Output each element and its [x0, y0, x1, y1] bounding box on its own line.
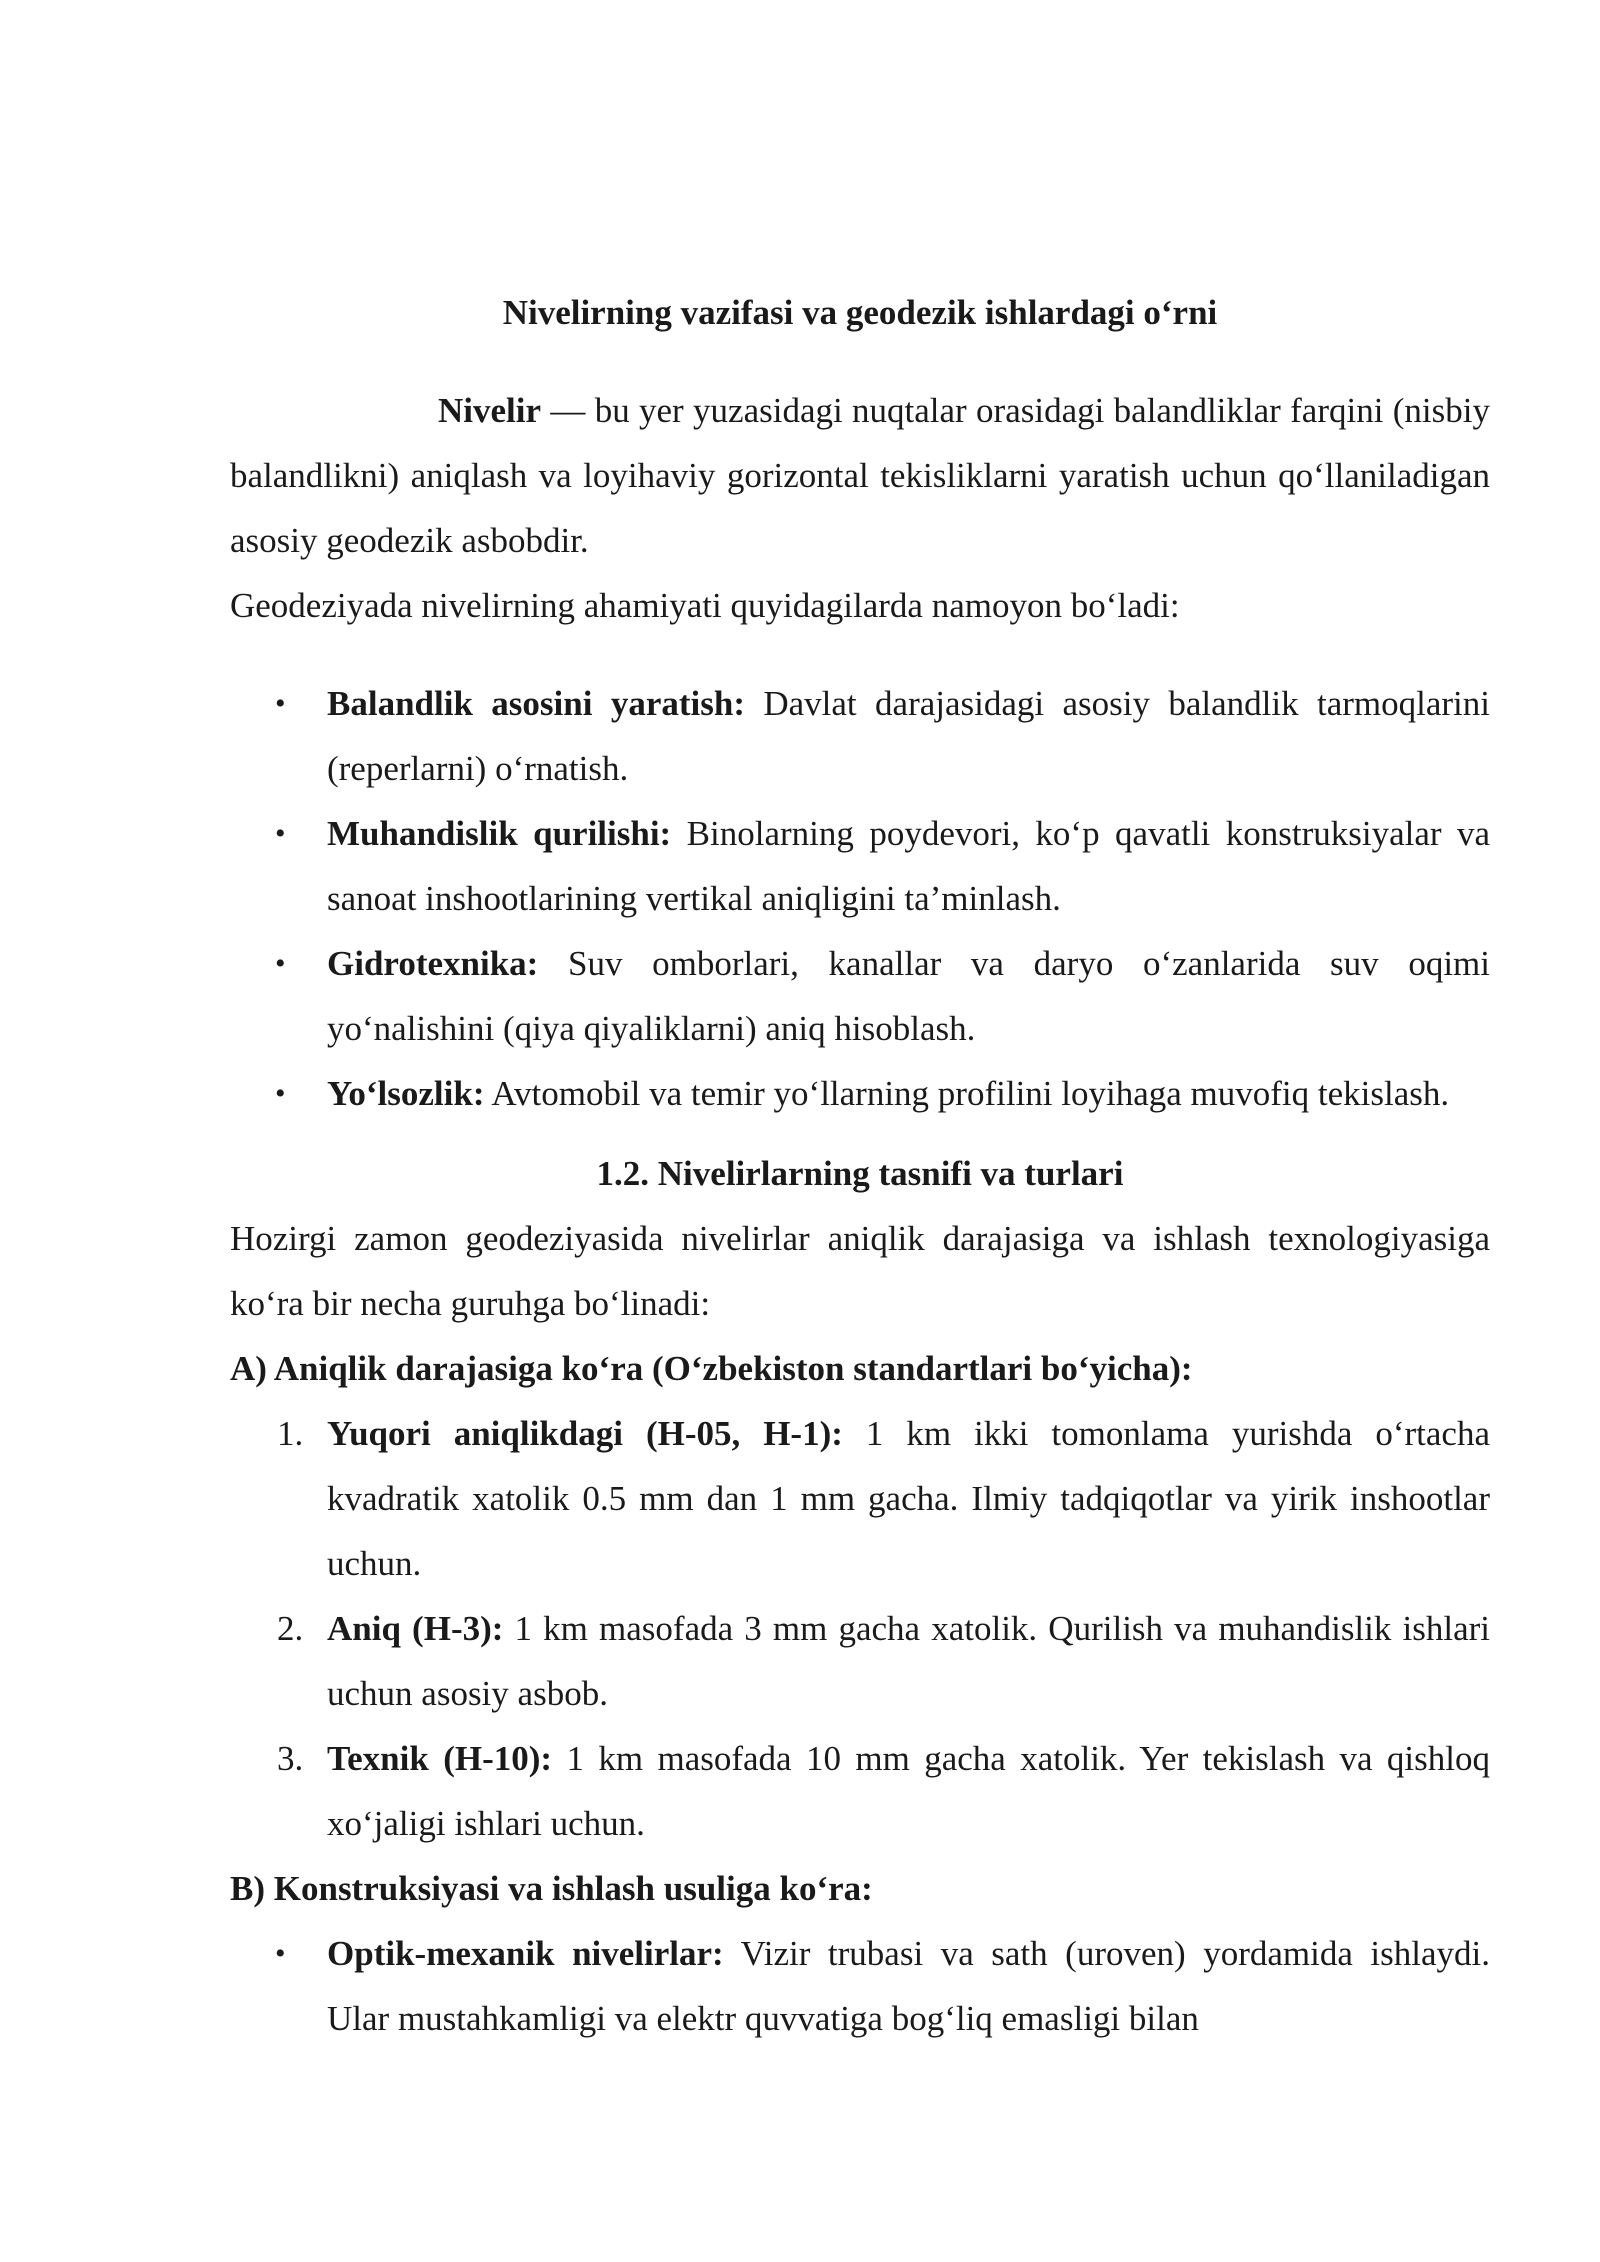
- document-title: Nivelirning vazifasi va geodezik ishlardagi o‘rni: [502, 293, 1218, 332]
- number-marker: 1.: [277, 1414, 304, 1453]
- document-page: [230, 280, 1490, 2051]
- list-item-text: Binolarning poydevori, ko‘p qavatli konstruksiyalar va sanoat inshootlarining vertikal aniqligini ta’minlash.: [327, 814, 1490, 918]
- list-item-text: Vizir trubasi va sath (uroven) yordamida ishlaydi. Ular mustahkamligi va elektr quvvatiga bog‘liq emasligi bilan: [327, 1934, 1490, 2038]
- intro-paragraph: [230, 378, 1490, 573]
- group-a-label: A) Aniqlik darajasiga ko‘ra (O‘zbekiston standartlari bo‘yicha):: [230, 1349, 1193, 1388]
- list-item-text: 1 km ikki tomonlama yurishda o‘rtacha kvadratik xatolik 0.5 mm dan 1 mm gacha. Ilmiy tadqiqotlar va yirik inshootlar uchun.: [327, 1414, 1490, 1583]
- list-item: [230, 1726, 1490, 1856]
- intro-term: Nivelir: [438, 391, 542, 430]
- list-item-label: Texnik (H-10):: [327, 1739, 553, 1778]
- accuracy-list: [230, 1401, 1490, 1856]
- list-item-label: Aniq (H-3):: [327, 1609, 504, 1648]
- bullet-marker: •: [275, 687, 286, 720]
- section-heading: 1.2. Nivelirlarning tasnifi va turlari: [596, 1154, 1124, 1193]
- bullet-marker: •: [275, 947, 286, 980]
- list-item-text: Suv omborlari, kanallar va daryo o‘zanlarida suv oqimi yo‘nalishini (qiya qiyaliklarni) aniq hisoblash.: [327, 944, 1490, 1048]
- list-item-label: Gidrotexnika:: [327, 944, 539, 983]
- intro-text: — bu yer yuzasidagi nuqtalar orasidagi balandliklar farqini (nisbiy balandlikni) aniqlash va loyihaviy gorizontal tekisliklarni yaratish uchun qo‘llaniladigan asosiy geodezik asbobdir.: [230, 391, 1490, 560]
- list-item: [230, 1061, 1490, 1126]
- list-item-label: Optik-mexanik nivelirlar:: [327, 1934, 724, 1973]
- list-item-label: Balandlik asosini yaratish:: [327, 684, 745, 723]
- bullet-marker: •: [275, 1937, 286, 1970]
- list-item-text: 1 km masofada 3 mm gacha xatolik. Qurilish va muhandislik ishlari uchun asosiy asbob.: [327, 1609, 1490, 1713]
- list-item-text: Davlat darajasidagi asosiy balandlik tarmoqlarini (reperlarni) o‘rnatish.: [327, 684, 1490, 788]
- list-item: [230, 1596, 1490, 1726]
- list-item-text: Avtomobil va temir yo‘llarning profilini loyihaga muvofiq tekislash.: [484, 1074, 1450, 1113]
- list-item-label: Yuqori aniqlikdagi (H-05, H-1):: [327, 1414, 843, 1453]
- list-item: [230, 1401, 1490, 1596]
- number-marker: 2.: [277, 1609, 304, 1648]
- list-item-label: Muhandislik qurilishi:: [327, 814, 672, 853]
- bullet-marker: •: [275, 817, 286, 850]
- list-item: [230, 801, 1490, 931]
- construction-list: [230, 1921, 1490, 2051]
- list-item: [230, 671, 1490, 801]
- classification-lead: Hozirgi zamon geodeziyasida nivelirlar aniqlik darajasiga va ishlash texnologiyasiga ko‘ra bir necha guruhga bo‘linadi:: [230, 1219, 1490, 1323]
- bullet-marker: •: [275, 1077, 286, 1110]
- importance-lead: Geodeziyada nivelirning ahamiyati quyidagilarda namoyon bo‘ladi:: [230, 586, 1180, 625]
- number-marker: 3.: [277, 1739, 304, 1778]
- importance-list: [230, 671, 1490, 1126]
- group-b-label: B) Konstruksiyasi va ishlash usuliga ko‘ra:: [230, 1869, 873, 1908]
- list-item: [230, 1921, 1490, 2051]
- list-item-text: 1 km masofada 10 mm gacha xatolik. Yer tekislash va qishloq xo‘jaligi ishlari uchun.: [327, 1739, 1490, 1843]
- list-item-label: Yo‘lsozlik:: [327, 1074, 485, 1113]
- list-item: [230, 931, 1490, 1061]
